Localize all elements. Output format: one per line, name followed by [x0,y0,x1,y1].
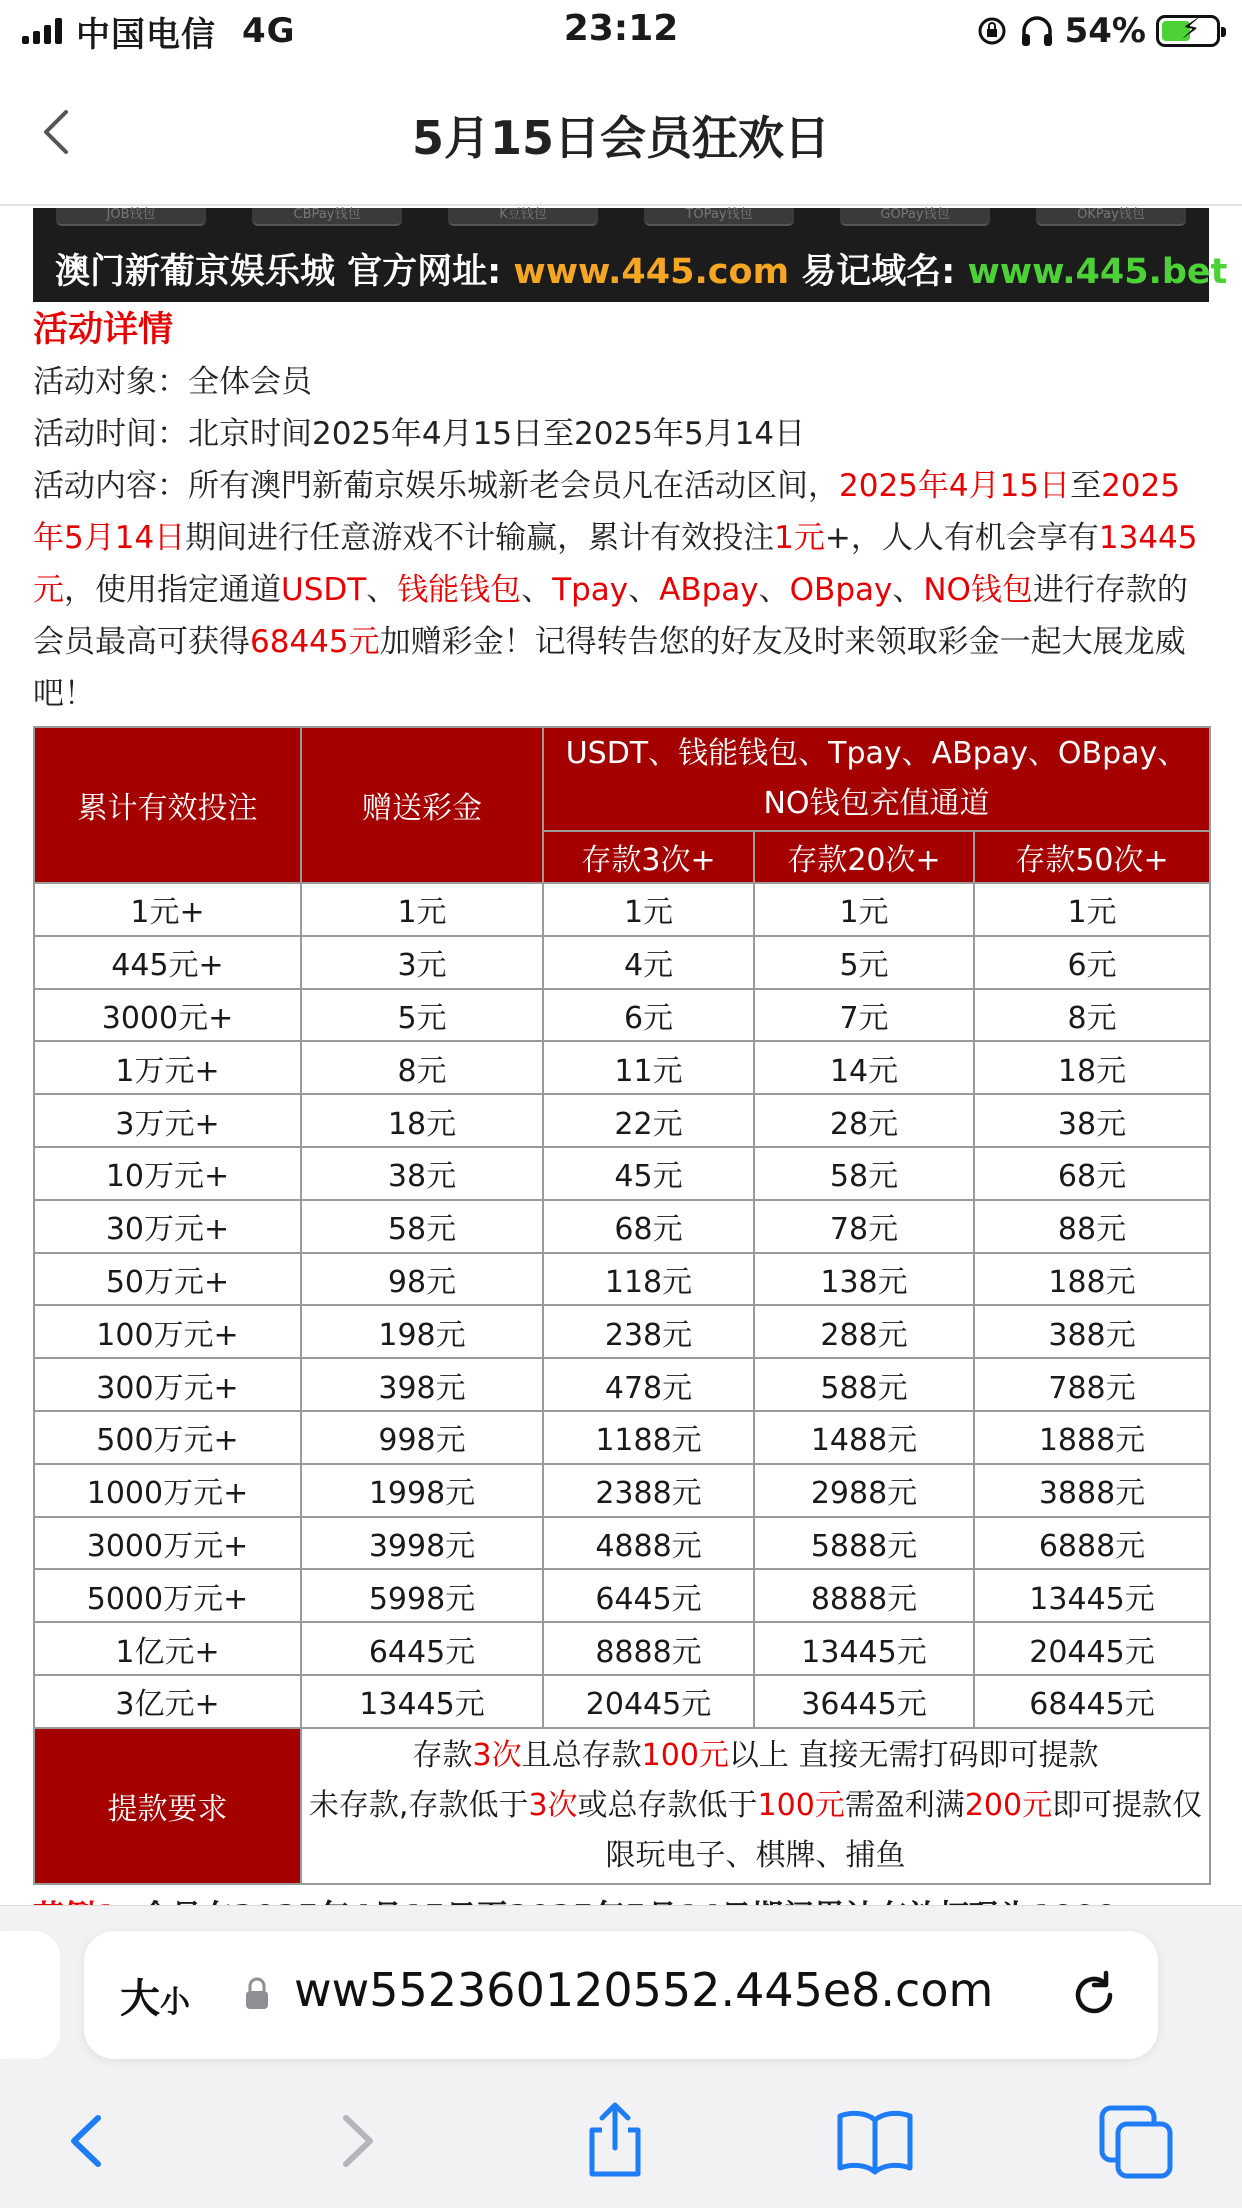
banner-text [55,244,1227,294]
table-row [34,1305,1210,1358]
table-row [34,1200,1210,1253]
cell-deposit-20: 8888元 [754,1569,974,1622]
cell-deposit-50: 13445元 [974,1569,1210,1622]
cell-bet: 30万元+ [34,1200,301,1253]
cell-bet: 10万元+ [34,1147,301,1200]
previous-tab-card[interactable] [0,1931,60,2059]
details-time: 活动时间：北京时间2025年4月15日至2025年5月14日 [33,416,806,452]
network-type: 4G [242,11,296,51]
headphones-icon [1019,14,1055,48]
cell-bonus: 998元 [301,1411,543,1464]
cell-deposit-50: 788元 [974,1358,1210,1411]
cell-bet: 3亿元+ [34,1675,301,1728]
header-deposit-3: 存款3次+ [543,831,754,883]
cell-deposit-20: 288元 [754,1305,974,1358]
table-row [34,1569,1210,1622]
partner-badge: JOB钱包 [56,208,206,226]
table-row [34,1517,1210,1570]
cell-bonus: 3998元 [301,1517,543,1570]
cell-deposit-3: 22元 [543,1094,754,1147]
cell-bet: 3000元+ [34,989,301,1042]
partner-badge: CBPay钱包 [252,208,402,226]
cell-deposit-20: 14元 [754,1041,974,1094]
cell-deposit-20: 36445元 [754,1675,974,1728]
cell-bet: 1000万元+ [34,1464,301,1517]
cell-bonus: 1998元 [301,1464,543,1517]
cell-deposit-50: 3888元 [974,1464,1210,1517]
cell-deposit-20: 5888元 [754,1517,974,1570]
header-channel: USDT、钱能钱包、Tpay、ABpay、OBpay、NO钱包充值通道 [543,727,1210,831]
rewards-table [33,726,1211,1885]
cell-bonus: 3元 [301,936,543,989]
cell-deposit-3: 118元 [543,1253,754,1306]
details-target: 活动对象：全体会员 [33,364,312,400]
cell-deposit-3: 6元 [543,989,754,1042]
cell-deposit-3: 45元 [543,1147,754,1200]
cell-deposit-50: 6元 [974,936,1210,989]
cell-deposit-3: 4888元 [543,1517,754,1570]
table-row [34,1358,1210,1411]
site-url[interactable]: www.445.com [513,252,790,292]
cell-bonus: 38元 [301,1147,543,1200]
cell-bet: 1亿元+ [34,1622,301,1675]
cell-deposit-20: 13445元 [754,1622,974,1675]
forward-arrow-icon[interactable] [310,2096,400,2186]
cell-deposit-50: 1元 [974,883,1210,936]
table-row [34,1411,1210,1464]
cell-bet: 5000万元+ [34,1569,301,1622]
cell-deposit-50: 18元 [974,1041,1210,1094]
cell-deposit-50: 68元 [974,1147,1210,1200]
partner-badge: OKPay钱包 [1036,208,1186,226]
withdraw-label: 提款要求 [34,1728,301,1884]
cell-deposit-3: 8888元 [543,1622,754,1675]
cell-bonus: 98元 [301,1253,543,1306]
cell-deposit-20: 28元 [754,1094,974,1147]
cell-deposit-20: 5元 [754,936,974,989]
table-row [34,1675,1210,1728]
header-deposit-50: 存款50次+ [974,831,1210,883]
cell-bet: 3万元+ [34,1094,301,1147]
table-row [34,989,1210,1042]
cell-deposit-3: 238元 [543,1305,754,1358]
page-title: 5月15日会员狂欢日 [411,111,831,165]
table-row [34,1147,1210,1200]
cell-deposit-20: 78元 [754,1200,974,1253]
cell-deposit-20: 7元 [754,989,974,1042]
cell-deposit-50: 1888元 [974,1411,1210,1464]
cell-bonus: 8元 [301,1041,543,1094]
table-row [34,1041,1210,1094]
cell-bonus: 198元 [301,1305,543,1358]
details-content: 活动内容：所有澳門新葡京娱乐城新老会员凡在活动区间，2025年4月15日至2025年5月14日期间进行任意游戏不计输赢，累计有效投注1元+，人人有机会享有13445元，使用指定通道USDT、钱能钱包、Tpay、ABpay、OBpay、NO钱包进行存款的会员最高可获得68445元加赠彩金！记得转告您的好友及时来领取彩金一起大展龙威吧！ [33,468,1198,712]
details-title: 活动详情 [33,310,174,350]
cell-bonus: 6445元 [301,1622,543,1675]
cell-deposit-3: 1188元 [543,1411,754,1464]
table-row [34,1094,1210,1147]
header-bet: 累计有效投注 [34,727,301,883]
cell-deposit-50: 8元 [974,989,1210,1042]
cell-deposit-3: 4元 [543,936,754,989]
rotation-lock-icon [975,14,1009,48]
withdraw-requirements: 存款3次且总存款100元以上 直接无需打码即可提款 未存款,存款低于3次或总存款低于100元需盈利满200元即可提款仅限玩电子、棋牌、捕鱼 [301,1728,1210,1884]
table-row [34,1464,1210,1517]
cell-bet: 3000万元+ [34,1517,301,1570]
cell-deposit-50: 88元 [974,1200,1210,1253]
battery-icon: ⚡ [1156,15,1220,47]
article-content [33,304,1209,1904]
address-bar[interactable] [84,1931,1158,2059]
back-arrow-icon[interactable] [44,2096,134,2186]
partner-badge: TOPay钱包 [644,208,794,226]
header-deposit-20: 存款20次+ [754,831,974,883]
cell-deposit-50: 6888元 [974,1517,1210,1570]
cell-deposit-3: 6445元 [543,1569,754,1622]
cell-deposit-20: 138元 [754,1253,974,1306]
site-name: 澳门新葡京娱乐城 官方网址: [55,252,502,292]
cell-bonus: 5998元 [301,1569,543,1622]
cell-bonus: 1元 [301,883,543,936]
cell-deposit-20: 58元 [754,1147,974,1200]
lock-icon [244,1977,270,2011]
table-row [34,1622,1210,1675]
cell-deposit-50: 388元 [974,1305,1210,1358]
cell-bet: 445元+ [34,936,301,989]
cell-bonus: 5元 [301,989,543,1042]
cell-deposit-20: 1488元 [754,1411,974,1464]
cell-deposit-3: 20445元 [543,1675,754,1728]
cell-bet: 50万元+ [34,1253,301,1306]
cell-bet: 1万元+ [34,1041,301,1094]
browser-toolbar [0,2096,1242,2186]
cell-deposit-3: 478元 [543,1358,754,1411]
status-right [975,8,1220,54]
cell-bonus: 398元 [301,1358,543,1411]
cell-bet: 500万元+ [34,1411,301,1464]
cell-deposit-20: 1元 [754,883,974,936]
battery-percent: 54% [1064,11,1146,51]
cell-bet: 1元+ [34,883,301,936]
cell-bonus: 18元 [301,1094,543,1147]
alt-url[interactable]: www.445.bet [967,252,1228,292]
navigation-bar [0,66,1242,206]
partner-badge: K豆钱包 [448,208,598,226]
cell-deposit-50: 38元 [974,1094,1210,1147]
header-bonus: 赠送彩金 [301,727,543,883]
table-row [34,883,1210,936]
partner-badge: GOPay钱包 [840,208,990,226]
clock: 23:12 [563,8,679,49]
share-icon[interactable] [570,2096,660,2186]
cell-bonus: 58元 [301,1200,543,1253]
partner-strip [33,208,1209,230]
cell-deposit-3: 11元 [543,1041,754,1094]
cell-deposit-3: 68元 [543,1200,754,1253]
cell-deposit-50: 68445元 [974,1675,1210,1728]
table-row [34,936,1210,989]
cell-deposit-50: 20445元 [974,1622,1210,1675]
cell-deposit-50: 188元 [974,1253,1210,1306]
tabs-icon[interactable] [1092,2096,1182,2186]
text-size-button[interactable]: 大小 [120,1976,190,2022]
reload-icon[interactable] [1064,1965,1124,2025]
cell-deposit-20: 588元 [754,1358,974,1411]
cell-bonus: 13445元 [301,1675,543,1728]
book-icon[interactable] [830,2096,920,2186]
cell-deposit-20: 2988元 [754,1464,974,1517]
cell-bet: 100万元+ [34,1305,301,1358]
cell-bet: 300万元+ [34,1358,301,1411]
alt-label: 易记域名: [801,252,956,292]
promo-banner [33,207,1228,302]
cell-deposit-3: 1元 [543,883,754,936]
url-text[interactable]: ww552360120552.445e8.com [294,1963,994,2017]
table-row [34,1253,1210,1306]
carrier-name: 中国电信 [76,14,216,55]
status-bar [0,0,1242,66]
cell-deposit-3: 2388元 [543,1464,754,1517]
browser-chrome [0,1905,1242,2208]
